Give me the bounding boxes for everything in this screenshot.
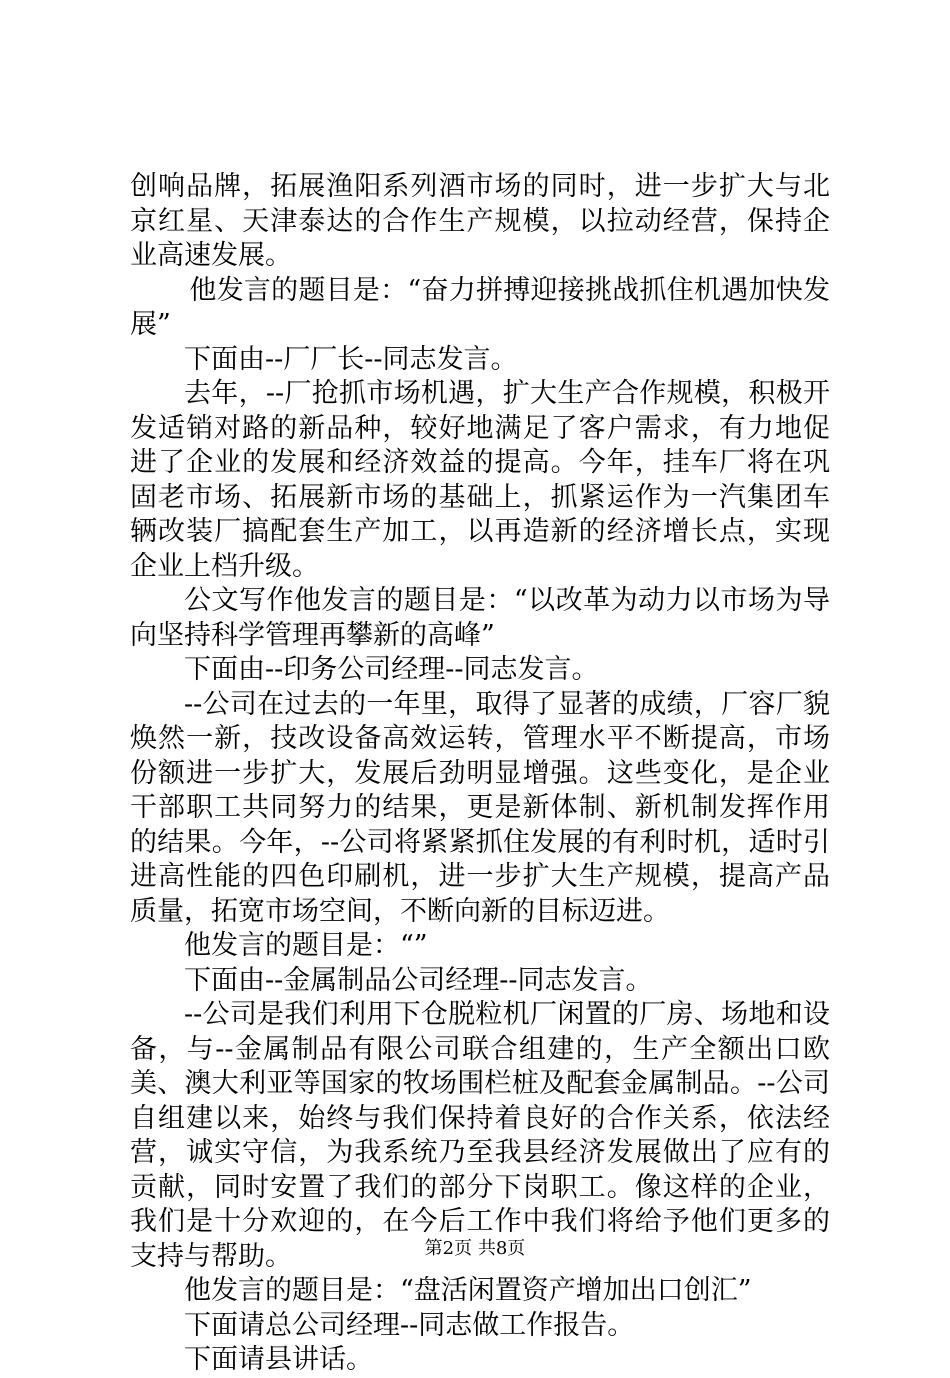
- page-number-indicator: 第2页 共8页: [424, 1238, 526, 1259]
- paragraph-continuation: 创响品牌，拓展渔阳系列酒市场的同时，进一步扩大与北京红星、天津泰达的合作生产规模，以拉动经营，保持企业高速发展。: [130, 171, 830, 271]
- paragraph-work-report: 下面请总公司经理--同志做工作报告。: [184, 1309, 635, 1341]
- paragraph-speech-title-4: 他发言的题目是：“盘活闲置资产增加出口创汇”: [184, 1275, 752, 1306]
- paragraph-speech-title-1: 他发言的题目是：“奋力拼搏迎接挑战抓住机遇加快发展”: [130, 274, 830, 340]
- page-footer: [0, 1238, 950, 1260]
- paragraph-speech-title-3: 他发言的题目是：“”: [184, 930, 428, 961]
- paragraph-speaker-intro-4: 下面由--金属制品公司经理--同志发言。: [184, 964, 653, 996]
- paragraph-speaker-intro-3: 下面由--印务公司经理--同志发言。: [184, 654, 599, 685]
- paragraph-speech-title-2: 公文写作他发言的题目是：“以改革为动力以市场为导向坚持科学管理再攀新的高峰”: [130, 585, 830, 651]
- paragraph-body-3: --公司在过去的一年里，取得了显著的成绩，厂容厂貌焕然一新，技改设备高效运转，管理水平不断提高，市场份额进一步扩大，发展后劲明显增强。这些变化，是企业干部职工共同努力的结果，更是新体制、新机制发挥作用的结果。今年，--公司将紧紧抓住发展的有利时机，适时引进高性能的四色印刷机，进一步扩大生产规模，提高产品质量，拓宽市场空间，不断向新的目标迈进。: [130, 688, 830, 927]
- paragraph-body-4: --公司是我们利用下仓脱粒机厂闲置的厂房、场地和设备，与--金属制品有限公司联合组建的，生产全额出口欧美、澳大利亚等国家的牧场围栏桩及配套金属制品。--公司自组建以来，始终与我们保持着良好的合作关系，依法经营，诚实守信，为我系统乃至我县经济发展做出了应有的贡献，同时安置了我们的部分下岗职工。像这样的企业，我们是十分欢迎的，在今后工作中我们将给予他们更多的支持与帮助。: [130, 999, 830, 1272]
- paragraph-speaker-intro-2: 下面由--厂厂长--同志发言。: [184, 343, 518, 375]
- paragraph-body-2: 去年，--厂抢抓市场机遇，扩大生产合作规模，积极开发适销对路的新品种，较好地满足了客户需求，有力地促进了企业的发展和经济效益的提高。今年，挂车厂将在巩固老市场、拓展新市场的基础上，抓紧运作为一汽集团车辆改装厂搞配套生产加工，以再造新的经济增长点，实现企业上档升级。: [130, 378, 830, 582]
- paragraph-county-speech: 下面请县讲话。: [184, 1344, 373, 1375]
- document-body: [130, 170, 830, 1378]
